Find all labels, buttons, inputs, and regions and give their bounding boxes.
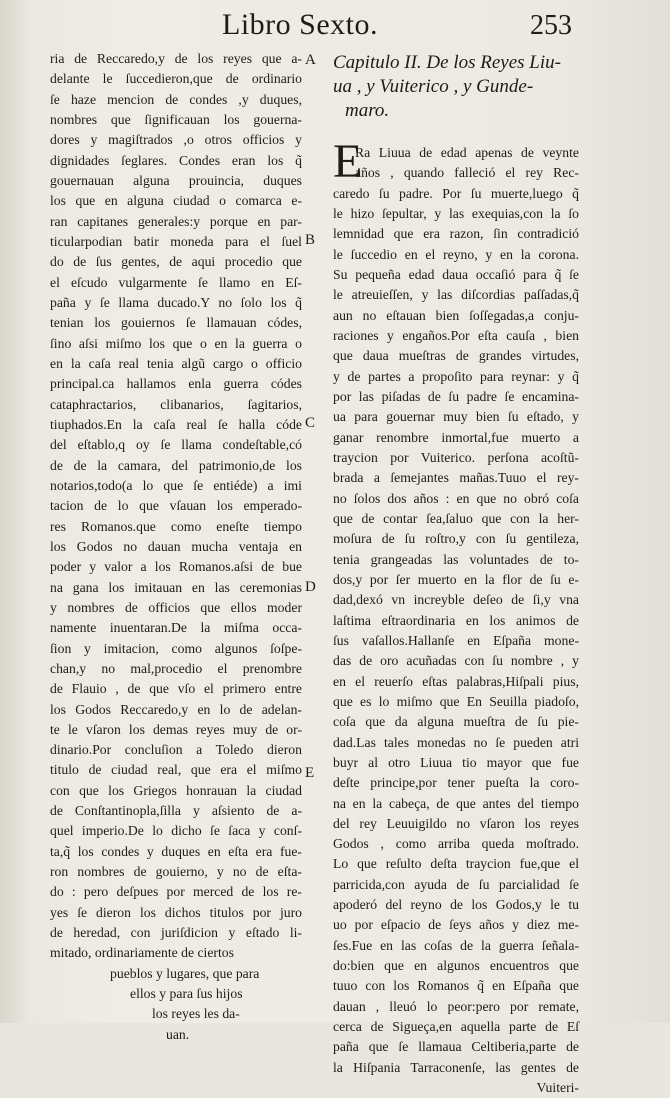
right-column-line: Vuiteri- [536, 1080, 579, 1096]
left-column-line: chan,y no mal,procedio el prenombre [50, 660, 302, 676]
right-column-line: Godos , como arriba queda moſtrado. [333, 836, 579, 852]
page-number: 253 [530, 10, 572, 41]
left-column-line: dignidades ſeglares. Condes eran los q̃ [50, 152, 302, 168]
right-column-line: no ſolos dos años : en que no obró coſa [333, 490, 579, 506]
right-column-line: Su pequeña edad daua occaſió para q̃ ſe [333, 266, 579, 282]
left-column-line: tenian los gouiernos ſe llamauan códes, [50, 315, 302, 331]
right-column-line: raciones y engaños.Por eſta cauſa , bien [333, 327, 579, 343]
left-column-line: de Conſtantinopla,ſilla y aſsiento de a- [50, 803, 302, 819]
left-column-line: do de ſus gentes, de aqui procedio que [50, 254, 302, 270]
left-column-line: ran capitanes generales:y porque en par- [50, 213, 302, 229]
running-head [0, 8, 670, 44]
right-column-line: das de oro acuñadas con ſu nombre , y [333, 653, 579, 669]
left-column-line: con que los Griegos honrauan la ciudad [50, 782, 302, 798]
marginal-letter-a: A [305, 52, 316, 68]
running-head-title: Libro Sexto. [222, 8, 378, 41]
right-column-line: Ra Liuua de edad apenas de veynte [355, 145, 579, 160]
right-column-line: cerca de Sigueça,en aquella parte de Eſ [333, 1019, 579, 1035]
left-column-line: los Godos Reccaredo,y en lo de adelan- [50, 701, 302, 717]
left-column-line: do : pero deſpues por merced de los re- [50, 884, 302, 900]
marginal-letter-d: D [305, 579, 316, 595]
left-column-line: de heredad, con juriſdicion y eſtado li- [50, 925, 302, 941]
right-column-line: moſura de ſu roſtro,y con ſu gentileza, [333, 531, 579, 547]
left-column-line: tacion de lo que vſauan los emperado- [50, 498, 302, 514]
right-column-line: ſus vaſallos.Hallanſe en Eſpaña mone- [333, 632, 579, 648]
right-column-line: buyr al otro Liuua tio mayor que fue [333, 754, 579, 770]
left-column-line: ta,q̃ los condes y duques en eſta era fue- [50, 843, 302, 859]
right-column-line: la Hiſpania Tarraconenſe, las gentes de [333, 1059, 579, 1075]
left-column-line: namente inuentaran.De la miſma occa- [50, 620, 302, 636]
left-column-line: quel imperio.De lo dicho ſe ſaca y conſ- [50, 823, 302, 839]
left-column-line: el eſcudo vulgarmente ſe llamo en Eſ- [50, 274, 302, 290]
left-column-line: principal.ca hallamos enla guerra códes [50, 376, 302, 392]
right-column-line: años , quando falleció el rey Rec- [355, 165, 579, 181]
left-column-line: del eſtablo,q oy ſe llama condeſtable,có [50, 437, 302, 453]
left-column-line: ſion y imitacion, como algunos ſoſpe- [50, 640, 302, 656]
right-column-line: que daua mueſtras de grandes virtudes, [333, 348, 579, 364]
right-column-line: ua para gouernar muy bien ſu eſtado, y [333, 409, 579, 425]
right-column-line: laſtima eſtraordinaria en los animos de [333, 612, 579, 628]
left-column-line: de Flauio , de que vſo el primero entre [50, 681, 302, 697]
left-column-line: ron nombres de gouierno, y no de eſta- [50, 864, 302, 880]
left-column-line: ellos y para ſus hijos [130, 986, 243, 1002]
right-column-line: y de partes a propoſito para reynar: y q̃ [333, 368, 579, 384]
left-column-line: na gana los imitauan en las ceremonias [50, 579, 302, 595]
right-column-line: dauan , lleuó lo peor:pero por remate, [333, 998, 579, 1014]
right-column-line: le hizo ſepultar, y las exequias,con la ſo [333, 205, 579, 221]
right-column-line: caredo ſu padre. Por ſu muerte,luego q̃ [333, 185, 579, 201]
right-column-line: que de contar ſea,ſaluo que con la her- [333, 510, 579, 526]
right-column-line: del rey Leuuigildo no vſaron los reyes [333, 815, 579, 831]
left-column-line: los Godos no dauan mucha ventaja en [50, 538, 302, 554]
right-column-line: brada a ſemejantes mañas.Tuuo el rey- [333, 470, 579, 486]
left-column-line: de de la camara, del patrimonio,de los [50, 457, 302, 473]
right-column-line: aun no eſtauan bien ſoſſegadas,a conju- [333, 307, 579, 323]
right-column-line: na en la cabeça, de que antes del tiempo [333, 795, 579, 811]
left-column-line: tiuphados.En la caſa real ſe halla códe [50, 416, 302, 432]
left-column-line: ticularpodian batir moneda para el ſuel [50, 233, 302, 249]
left-column-line: y nombres de officios que ellos moder [50, 599, 302, 615]
right-column-line: le ſuccedio en el reyno, y en la corona. [333, 246, 579, 262]
left-column-line: dinario.Por concluſion a Toledo dieron [50, 742, 302, 758]
right-column-line: apoderó del reyno de los Godos,y le tu [333, 897, 579, 913]
marginal-letter-e: E [305, 765, 315, 781]
right-column-line: dos,y por ſer muerto en la flor de ſu e- [333, 571, 579, 587]
left-column-line: uan. [166, 1026, 190, 1042]
right-column-body [333, 143, 579, 1098]
right-column-line: tenia grangeadas las voluntades de to- [333, 551, 579, 567]
right-column-line: le atreuieſſen, y las diſcordias paſſadas,q̃ [333, 287, 579, 303]
right-column-line: ganar renombre inmortal,fue muerto a [333, 429, 579, 445]
left-column-line: pueblos y lugares, que para [110, 965, 260, 981]
right-column-line: paña que ſe llamaua Celtiberia,parte de [333, 1039, 579, 1055]
left-column-line: ſino aſsi miſmo los que o en la guerra o [50, 335, 302, 351]
left-column-line: los reyes les da- [152, 1006, 240, 1022]
left-column-line: notarios,todo(a lo que ſe entiéde) a imi [50, 477, 302, 493]
right-column-line: do:bien que en algunos encuentros que [333, 958, 579, 974]
left-column-line: te le vſaron los demas reyes muy de or- [50, 721, 302, 737]
right-column-line: tuuo con los Romanos q̃ en Eſpaña que [333, 978, 579, 994]
left-column [50, 49, 302, 1045]
right-column-line: coſa que da alguna mueſtra de ſu pie- [333, 714, 579, 730]
drop-cap: E [333, 135, 363, 188]
left-column-line: en la caſa real tenia algũ cargo o officio [50, 355, 302, 371]
right-column-line: lemnidad que era razon, ſin contradició [333, 226, 579, 242]
left-column-line: yes ſe dieron los dichos titulos por juro [50, 904, 302, 920]
left-column-line: res Romanos.que como eneſte tiempo [50, 518, 302, 534]
left-column-line: titulo de ciudad real, que era el miſmo [50, 762, 302, 778]
right-column-line: por las piſadas de ſu padre ſe encamina- [333, 388, 579, 404]
right-column-line: en el reuerſo eſtas palabras,Hiſpali pius, [333, 673, 579, 689]
marginal-letter-b: B [305, 232, 316, 248]
left-column-line: paña y ſe llama ducado.Y no ſolo los q̃ [50, 294, 302, 310]
left-column-line: nombres que ſignificauan los gouerna- [50, 111, 302, 127]
left-column-line: ria de Reccaredo,y de los reyes que a- [50, 51, 302, 66]
right-column-line: uo por eſpacio de ſeys años y diez me- [333, 917, 579, 933]
marginal-letter-c: C [305, 415, 316, 431]
left-column-line: gouernauan alguna prouincia, duques [50, 172, 302, 188]
right-column-line: dad.Las tales monedas no ſe pueden atri [333, 734, 579, 750]
right-column-line: dad,dexó vn increyble deſeo de ſi,y vna [333, 592, 579, 608]
right-column [333, 51, 579, 1098]
right-column-line: que es lo miſmo que En Seuilla piadoſo, [333, 693, 579, 709]
left-column-line: dores y magiſtrados ,o otros officios y [50, 132, 302, 148]
left-column-line: mitado, ordinariamente de ciertos [50, 945, 234, 961]
left-column-line: poder y valor a los Romanos.aſsi de bue [50, 559, 302, 575]
right-column-line: deſte principe,por tener pueſta la coro- [333, 775, 579, 791]
left-column-line: ſe haze mencion de condes ,y duques, [50, 91, 302, 107]
right-column-line: ſes.Fue en las coſas de la guerra ſeñala- [333, 937, 579, 953]
chapter-title-line: ua , y Vuiterico , y Gunde- [333, 76, 534, 97]
right-column-line: Lo que reſulto deſta traycion fue,que el [333, 856, 579, 872]
right-column-line: parricida,con ayuda de ſu parcialidad ſe [333, 876, 579, 892]
left-column-line: cataphractarios, clibanarios, ſagitarios, [50, 396, 302, 412]
left-column-line: delante le ſuccedieron,que de ordinario [50, 71, 302, 87]
chapter-title-line: Capitulo II. De los Reyes Liu- [333, 52, 561, 73]
chapter-title-line: maro. [345, 100, 390, 121]
left-column-line: los que en alguna ciudad o comarca e- [50, 193, 302, 209]
right-column-line: traycion por Vuiterico. perſona acoſtũ- [333, 449, 579, 465]
chapter-title [333, 51, 579, 123]
